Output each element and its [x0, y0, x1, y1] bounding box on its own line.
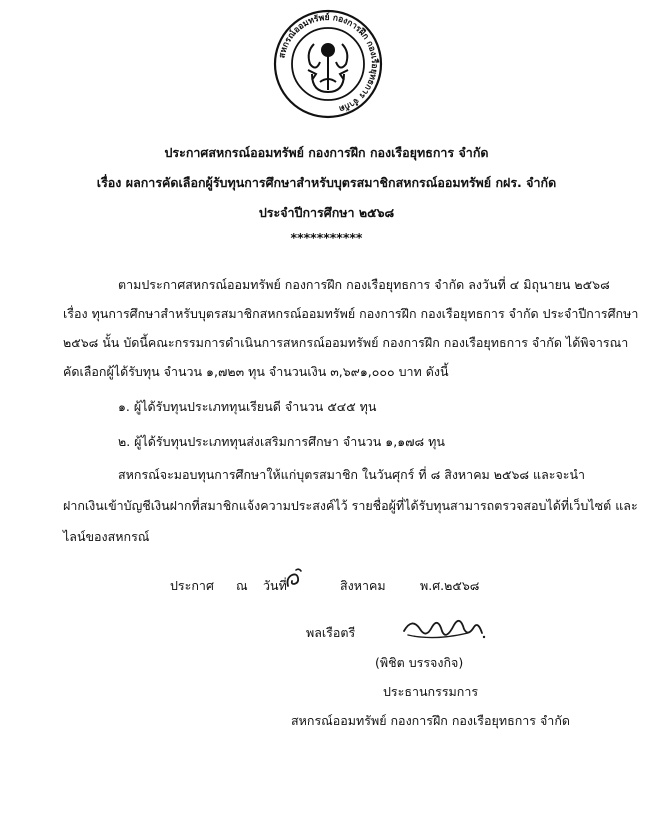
list-item-scholarship-promotion: ๒. ผู้ได้รับทุนประเภททุนส่งเสริมการศึกษา จำนวน ๑,๑๗๘ ทุน [118, 434, 445, 449]
announce-label: ประกาศ [170, 578, 214, 593]
signer-name: (พิชิต บรรจงกิจ) [375, 655, 464, 670]
para1-line2: เรื่อง ทุนการศึกษาสำหรับบุตรสมาชิกสหกรณ์ออมทรัพย์ กองการฝึก กองเรือยุทธการ จำกัด ประจำปีการศึกษา [63, 306, 639, 321]
signer-rank: พลเรือตรี [306, 625, 356, 640]
title-line-2: เรื่อง ผลการคัดเลือกผู้รับทุนการศึกษาสำหรับบุตรสมาชิกสหกรณ์ออมทรัพย์ กฝร. จำกัด [96, 175, 557, 190]
date-label: วันที่ [263, 578, 287, 593]
date-month: สิงหาคม [340, 578, 386, 593]
signature [398, 611, 488, 645]
para1-line4: คัดเลือกผู้ได้รับทุน จำนวน ๑,๗๒๓ ทุน จำนวนเงิน ๓,๖๙๑,๐๐๐ บาท ดังนี้ [63, 364, 449, 379]
title-line-1: ประกาศสหกรณ์ออมทรัพย์ กองการฝึก กองเรือยุทธการ จำกัด [164, 145, 489, 160]
para1-line1: ตามประกาศสหกรณ์ออมทรัพย์ กองการฝึก กองเรือยุทธการ จำกัด ลงวันที่ ๔ มิถุนายน ๒๕๖๘ [118, 277, 610, 292]
signer-organization: สหกรณ์ออมทรัพย์ กองการฝึก กองเรือยุทธการ จำกัด [291, 713, 571, 728]
para2-line1: สหกรณ์จะมอบทุนการศึกษาให้แก่บุตรสมาชิก ในวันศุกร์ ที่ ๘ สิงหาคม ๒๕๖๘ และจะนำ [118, 467, 586, 482]
title-line-3: ประจำปีการศึกษา ๒๕๖๘ [258, 205, 395, 220]
cooperative-seal [272, 8, 384, 120]
para1-line3: ๒๕๖๘ นั้น บัดนี้คณะกรรมการดำเนินการสหกรณ์ออมทรัพย์ กองการฝึก กองเรือยุทธการ จำกัด ได้พิจารณา [63, 335, 629, 350]
para2-line2: ฝากเงินเข้าบัญชีเงินฝากที่สมาชิกแจ้งความประสงค์ไว้ รายชื่อผู้ที่ได้รับทุนสามารถตรวจสอบได้ที่เว็บไซต์ และ [63, 498, 638, 513]
title-separator: *********** [290, 230, 363, 245]
at-label: ณ [236, 578, 248, 593]
list-item-scholarship-excellence: ๑. ผู้ได้รับทุนประเภททุนเรียนดี จำนวน ๕๔๕ ทุน [118, 399, 377, 414]
handwritten-day [283, 566, 305, 592]
date-year: พ.ศ.๒๕๖๘ [420, 578, 480, 593]
signer-position: ประธานกรรมการ [383, 684, 479, 699]
para2-line3: ไลน์ของสหกรณ์ [63, 529, 150, 544]
seal-ring-text: สหกรณ์ออมทรัพย์ กองการฝึก กองเรือยุทธการ จำกัด [277, 12, 380, 114]
